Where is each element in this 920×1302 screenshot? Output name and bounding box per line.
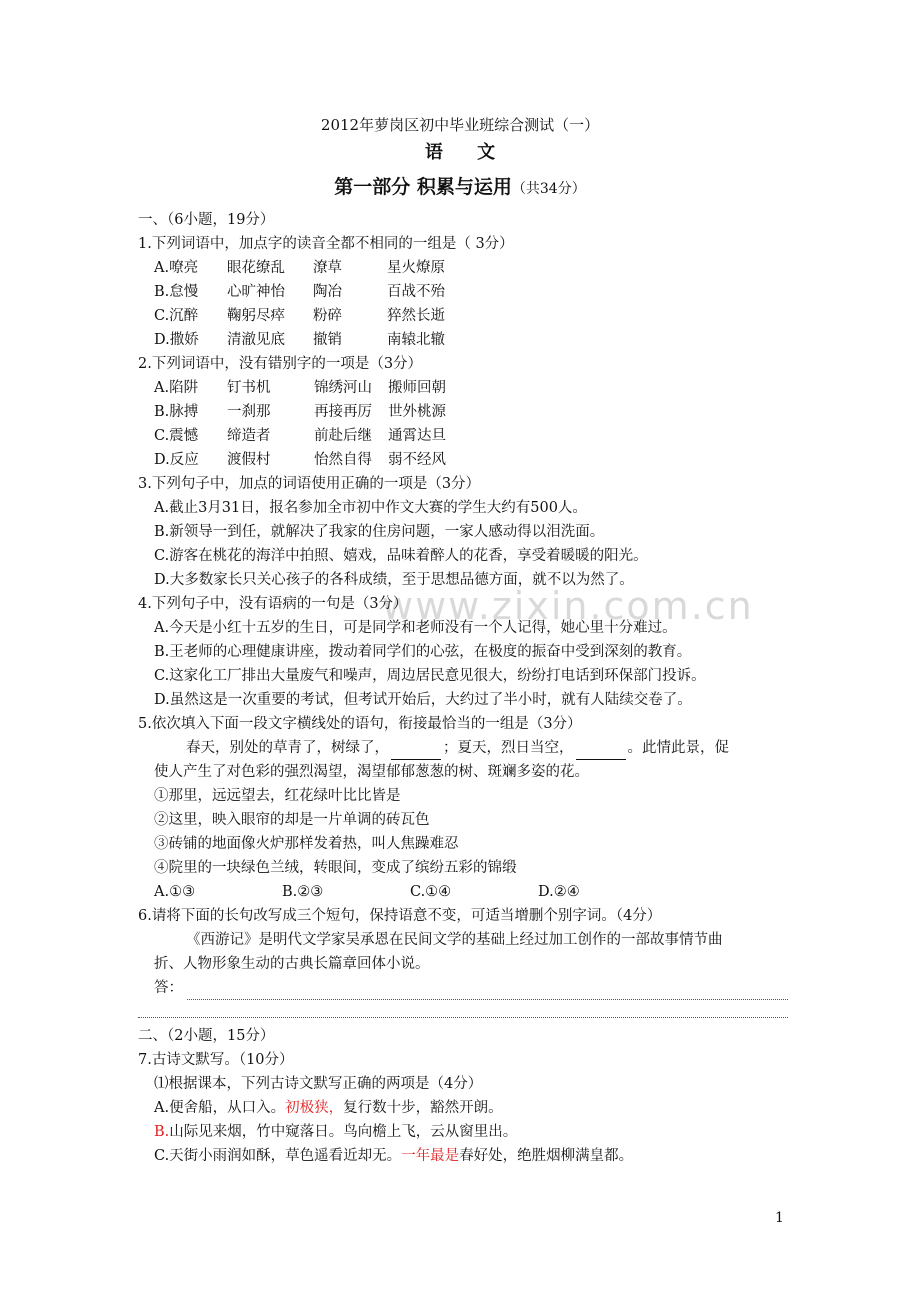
option-cell: 搬师回朝: [388, 380, 446, 396]
option-row: [138, 424, 788, 448]
option-cell: 渡假村: [227, 452, 271, 468]
option-cell: 再接再厉: [314, 404, 372, 420]
option-cell: C.震憾: [154, 428, 199, 444]
option-cell: 粉碎: [313, 308, 342, 324]
section-heading: 二、（2小题，15分）: [138, 1028, 275, 1044]
passage-line: [138, 736, 788, 760]
part-title-text: 第一部分 积累与运用: [334, 176, 512, 198]
numbered-item: ①那里，远远望去，红花绿叶比比皆是: [154, 788, 401, 804]
question-stem: 6.请将下面的长句改写成三个短句，保持语意不变，可适当增删个别字词。（4分）: [138, 908, 662, 924]
option-cell: 清澈见底: [227, 332, 285, 348]
option-cell: 潦草: [313, 260, 342, 276]
exam-content: [138, 208, 788, 1168]
option-row: [138, 448, 788, 472]
option-row: [138, 256, 788, 280]
option-line: A.今天是小红十五岁的生日，可是同学和老师没有一个人记得，她心里十分难过。: [154, 620, 677, 636]
option-cell: D.反应: [154, 452, 199, 468]
option-line: A.截止3月31日，报名参加全市初中作文大赛的学生大约有500人。: [154, 500, 587, 516]
option-line: C.游客在桃花的海洋中拍照、嬉戏，品味着醉人的花香，享受着暖暖的阳光。: [154, 548, 648, 564]
option-cell: 世外桃源: [388, 404, 446, 420]
highlighted-text: B.: [154, 1124, 170, 1140]
option-cell: 怡然自得: [314, 452, 372, 468]
highlighted-text: 一年最是: [401, 1148, 460, 1164]
passage-line: 《西游记》是明代文学家吴承恩在民间文学的基础上经过加工创作的一部故事情节曲: [186, 932, 723, 948]
option-row: [138, 376, 788, 400]
option-cell: 撤销: [313, 332, 342, 348]
choice-cell: B.②③: [282, 884, 324, 900]
option-cell: B.脉搏: [154, 404, 199, 420]
option-cell: 一刹那: [227, 404, 271, 420]
option-cell: 缔造者: [227, 428, 271, 444]
subject-title: 语 文: [424, 142, 510, 163]
section-heading: 一、（6小题，19分）: [138, 212, 275, 228]
passage-line: 使人产生了对色彩的强烈渴望，渴望郁郁葱葱的树、斑斓多姿的花。: [154, 764, 589, 780]
answer-line[interactable]: [138, 1000, 788, 1018]
option-line: [138, 1120, 788, 1144]
option-cell: A.陷阱: [154, 380, 199, 396]
option-cell: 眼花缭乱: [227, 260, 285, 276]
question-stem: 7.古诗文默写。（10分）: [138, 1052, 294, 1068]
option-line: D.虽然这是一次重要的考试，但考试开始后，大约过了半小时，就有人陆续交卷了。: [154, 692, 692, 708]
page-number: 1: [775, 1210, 784, 1226]
passage-text: 。此情此景，促: [627, 740, 729, 756]
option-cell: 百战不殆: [387, 284, 445, 300]
option-line: B.新领导一到任，就解决了我家的住房问题，一家人感动得以泪洗面。: [154, 524, 605, 540]
option-cell: A.嘹亮: [154, 260, 199, 276]
option-cell: 钉书机: [227, 380, 271, 396]
choice-cell: C.①④: [410, 884, 452, 900]
option-cell: 星火燎原: [387, 260, 445, 276]
numbered-item: ③砖铺的地面像火炉那样发着热，叫人焦躁难忍: [154, 836, 459, 852]
answer-row: [138, 976, 788, 1000]
part-points: （共34分）: [511, 181, 586, 197]
part-title: [0, 172, 920, 199]
choice-cell: A.①③: [154, 884, 196, 900]
fill-blank: [391, 743, 441, 760]
option-row: [138, 304, 788, 328]
question-stem: 4.下列句子中，没有语病的一句是（3分）: [138, 596, 408, 612]
exam-title: 2012年萝岗区初中毕业班综合测试（一）: [320, 116, 600, 134]
watermark: www.zixin.com.cn: [382, 584, 754, 628]
option-cell: 南辕北辙: [387, 332, 445, 348]
option-line: C.这家化工厂排出大量废气和噪声，周边居民意见很大，纷纷打电话到环保部门投诉。: [154, 668, 706, 684]
option-cell: B.怠慢: [154, 284, 199, 300]
numbered-item: ②这里，映入眼帘的却是一片单调的砖瓦色: [154, 812, 430, 828]
option-line: [138, 1096, 788, 1120]
option-row: [138, 400, 788, 424]
sub-question: ⑴根据课本，下列古诗文默写正确的两项是（4分）: [154, 1076, 483, 1092]
option-cell: 陶冶: [313, 284, 342, 300]
answer-row-2: [138, 1000, 788, 1024]
option-text: A.便舍船，从口入。: [154, 1100, 286, 1116]
option-text: 春好处，绝胜烟柳满皇都。: [459, 1148, 634, 1164]
answer-label: 答：: [154, 980, 183, 996]
answer-line[interactable]: [187, 983, 788, 1000]
option-cell: 鞠躬尽瘁: [227, 308, 285, 324]
option-line: B.王老师的心理健康讲座，拨动着同学们的心弦，在极度的振奋中受到深刻的教育。: [154, 644, 692, 660]
option-text: 山际见来烟，竹中窥落日。鸟向檐上飞，云从窗里出。: [169, 1124, 518, 1140]
option-row: [138, 280, 788, 304]
option-text: C.天街小雨润如酥，草色遥看近却无。: [154, 1148, 402, 1164]
option-cell: 猝然长逝: [387, 308, 445, 324]
option-line: D.大多数家长只关心孩子的各科成绩，至于思想品德方面，就不以为然了。: [154, 572, 634, 588]
question-stem: 2.下列词语中，没有错别字的一项是（3分）: [138, 356, 423, 372]
option-cell: 通霄达旦: [388, 428, 446, 444]
question-stem: 1.下列词语中，加点字的读音全都不相同的一组是（ 3分）: [138, 236, 514, 252]
option-cell: D.撒娇: [154, 332, 199, 348]
numbered-item: ④院里的一块绿色兰绒，转眼间，变成了缤纷五彩的锦缎: [154, 860, 517, 876]
fill-blank: [576, 743, 626, 760]
option-line: [138, 1144, 788, 1168]
option-cell: 弱不经风: [388, 452, 446, 468]
option-cell: C.沉醉: [154, 308, 199, 324]
option-cell: 心旷神怡: [227, 284, 285, 300]
option-cell: 前赴后继: [314, 428, 372, 444]
option-text: 复行数十步，豁然开朗。: [343, 1100, 503, 1116]
question-stem: 3.下列句子中，加点的词语使用正确的一项是（3分）: [138, 476, 481, 492]
option-cell: 锦绣河山: [314, 380, 372, 396]
passage-text: 春天，别处的草青了，树绿了，: [186, 740, 389, 756]
passage-text: ；夏天，烈日当空，: [443, 740, 574, 756]
highlighted-text: 初极狭，: [285, 1100, 344, 1116]
choice-row: [138, 880, 788, 904]
option-row: [138, 328, 788, 352]
choice-cell: D.②④: [538, 884, 580, 900]
question-stem: 5.依次填入下面一段文字横线处的语句，衔接最恰当的一组是（3分）: [138, 716, 582, 732]
passage-line: 折、人物形象生动的古典长篇章回体小说。: [154, 956, 430, 972]
